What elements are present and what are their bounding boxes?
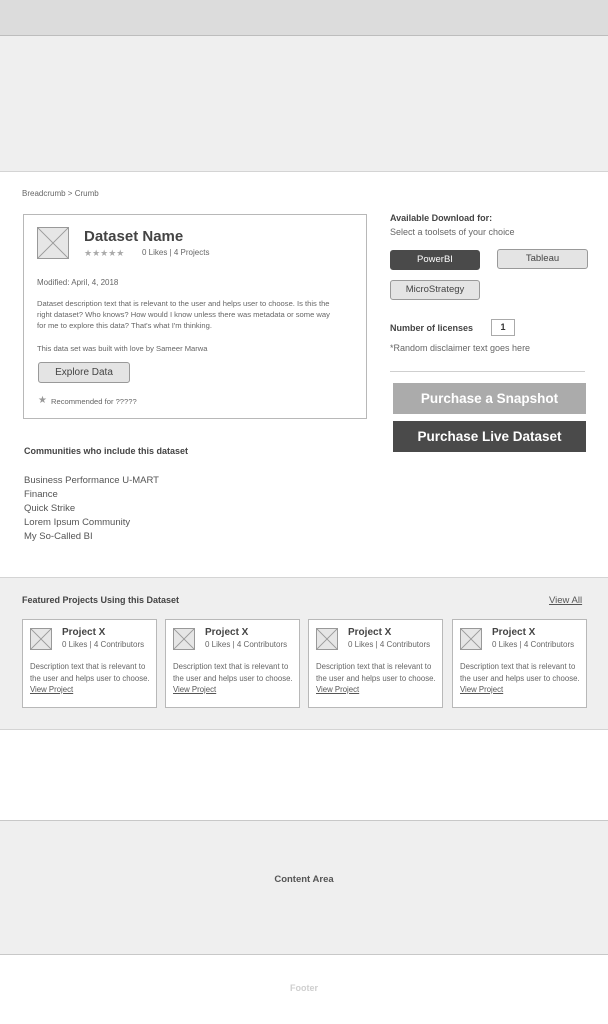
view-project-link[interactable]: View Project xyxy=(316,685,360,694)
dataset-credit: This data set was built with love by Sameer Marwa xyxy=(37,344,208,353)
dataset-description: Dataset description text that is relevant to the user and helps user to choose. Is this the right dataset? Who knows? How would I know unless there was metadata or some way for me to explore this data? That's what I'm thinking. xyxy=(37,299,330,330)
project-name: Project X xyxy=(492,627,536,638)
purchase-snapshot-button[interactable]: Purchase a Snapshot xyxy=(393,383,586,414)
view-all-link[interactable]: View All xyxy=(549,595,583,606)
project-meta: 0 Likes | 4 Contributors xyxy=(62,640,145,649)
project-meta: 0 Likes | 4 Contributors xyxy=(492,640,575,649)
dataset-image-placeholder-icon xyxy=(37,227,69,259)
breadcrumb[interactable]: Breadcrumb > Crumb xyxy=(22,189,99,198)
licenses-input[interactable]: 1 xyxy=(491,319,515,336)
project-description: Description text that is relevant to the user and helps user to choose. View Project xyxy=(30,662,150,694)
project-description: Description text that is relevant to the user and helps user to choose. View Project xyxy=(316,662,436,694)
project-description: Description text that is relevant to the user and helps user to choose. View Project xyxy=(460,662,580,694)
toolset-microstrategy-button[interactable]: MicroStrategy xyxy=(390,280,480,300)
licenses-label: Number of licenses xyxy=(390,323,474,333)
project-description: Description text that is relevant to the user and helps user to choose. View Project xyxy=(173,662,293,694)
disclaimer-text: *Random disclaimer text goes here xyxy=(390,343,531,353)
featured-projects-section xyxy=(0,577,608,730)
dataset-name: Dataset Name xyxy=(84,228,184,245)
project-meta: 0 Likes | 4 Contributors xyxy=(348,640,431,649)
view-project-link[interactable]: View Project xyxy=(460,685,504,694)
toolset-tableau-button[interactable]: Tableau xyxy=(497,249,588,269)
project-card[interactable] xyxy=(452,619,587,708)
project-name: Project X xyxy=(348,627,392,638)
star-icon[interactable]: ★ xyxy=(38,395,47,406)
community-item[interactable]: Finance xyxy=(24,489,58,500)
hero-banner xyxy=(0,36,608,172)
explore-data-button[interactable]: Explore Data xyxy=(38,362,130,383)
dataset-meta: 0 Likes | 4 Projects xyxy=(142,248,210,257)
dataset-modified-date: Modified: April, 4, 2018 xyxy=(37,278,119,287)
top-navigation-bar xyxy=(0,0,608,36)
recommended-text: Recommended for ????? xyxy=(51,397,137,406)
project-image-placeholder-icon xyxy=(30,628,52,650)
featured-projects-title: Featured Projects Using this Dataset xyxy=(22,595,180,605)
community-item[interactable]: Lorem Ipsum Community xyxy=(24,517,131,528)
view-project-link[interactable]: View Project xyxy=(30,685,74,694)
project-card[interactable] xyxy=(308,619,443,708)
project-card[interactable] xyxy=(22,619,157,708)
rating-stars-icon[interactable]: ★★★★★ xyxy=(84,248,125,258)
dataset-card xyxy=(23,214,367,419)
project-card[interactable] xyxy=(165,619,300,708)
project-image-placeholder-icon xyxy=(460,628,482,650)
toolset-powerbi-button[interactable]: PowerBI xyxy=(390,250,480,270)
community-item[interactable]: Business Performance U-MART xyxy=(24,475,159,486)
communities-title: Communities who include this dataset xyxy=(24,446,189,456)
project-name: Project X xyxy=(62,627,106,638)
community-item[interactable]: Quick Strike xyxy=(24,503,76,514)
purchase-live-dataset-button[interactable]: Purchase Live Dataset xyxy=(393,421,586,452)
project-name: Project X xyxy=(205,627,249,638)
community-item[interactable]: My So-Called BI xyxy=(24,531,93,542)
footer: Footer xyxy=(290,983,318,993)
communities-list xyxy=(24,474,159,544)
content-area xyxy=(0,820,608,955)
view-project-link[interactable]: View Project xyxy=(173,685,217,694)
download-subtitle: Select a toolsets of your choice xyxy=(390,227,515,237)
project-image-placeholder-icon xyxy=(316,628,338,650)
content-area-label: Content Area xyxy=(274,874,334,885)
project-image-placeholder-icon xyxy=(173,628,195,650)
project-meta: 0 Likes | 4 Contributors xyxy=(205,640,288,649)
download-title: Available Download for: xyxy=(390,213,493,223)
divider xyxy=(390,371,585,372)
